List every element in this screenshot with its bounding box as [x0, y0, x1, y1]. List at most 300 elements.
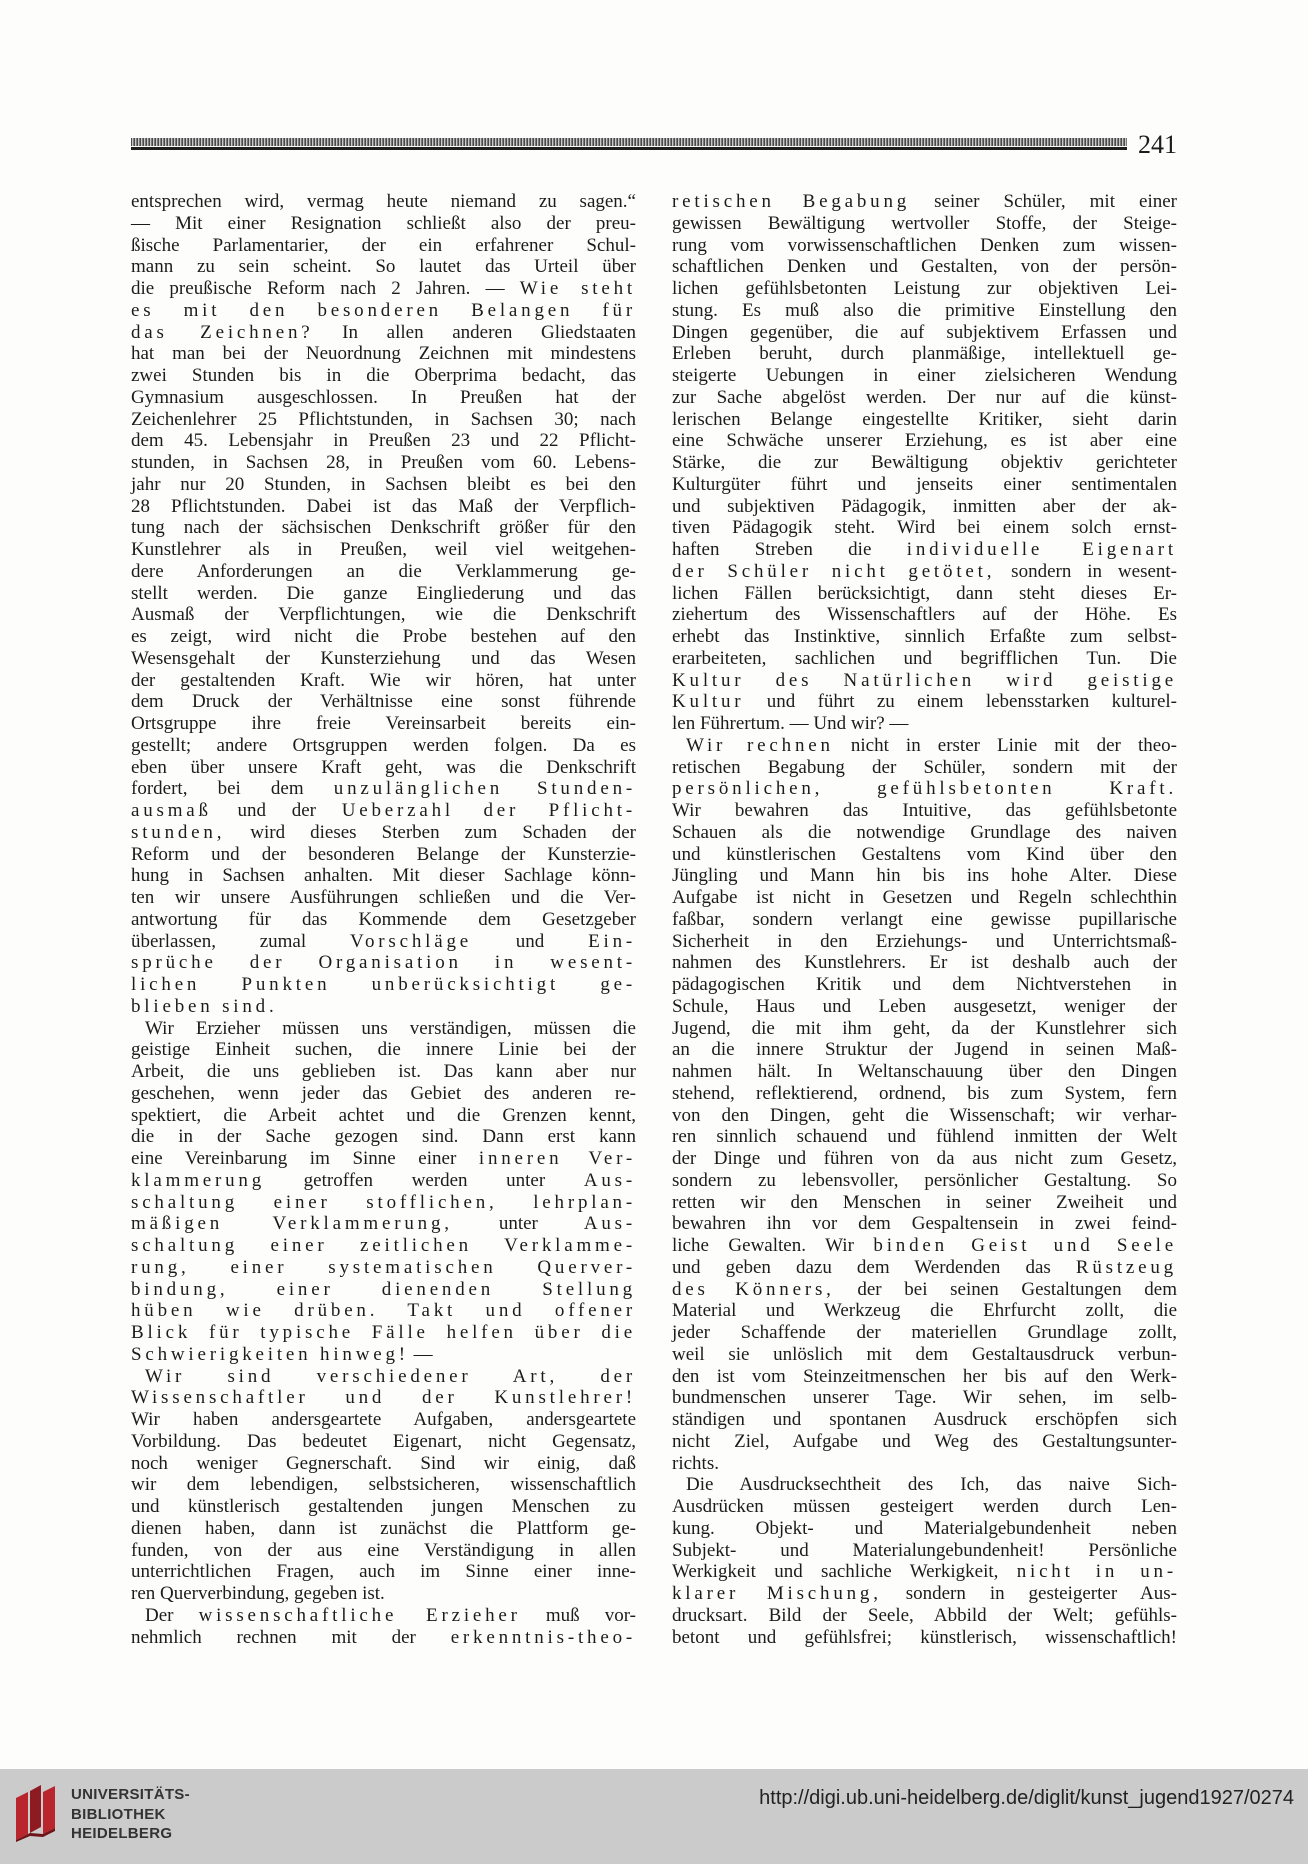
text-segment: tung nach der sächsischen Denkschrift größer für den	[131, 517, 636, 539]
text-line	[672, 952, 1177, 974]
text-line	[672, 496, 1177, 518]
text-line	[131, 996, 636, 1018]
text-line	[672, 1061, 1177, 1083]
text-segment: stehend, reflektierend, ordnend, bis zum System, fern	[672, 1082, 1177, 1104]
text-segment: Ausmaß der Verpflichtungen, wie die Denkschrift	[131, 604, 636, 626]
library-name-line: UNIVERSITÄTS-	[71, 1786, 190, 1803]
text-segment: seiner Schüler, mit einer	[910, 191, 1177, 212]
text-segment: jahr nur 20 Stunden, in Sachsen bleibt es bei den	[131, 473, 636, 495]
text-segment: lerischen Belange eingestellte Kritiker, sieht darin	[672, 408, 1177, 430]
left-column	[131, 191, 636, 1648]
text-line	[131, 1105, 636, 1127]
text-segment: Reform und der besonderen Belange der Kunsterzie-	[131, 843, 636, 865]
text-segment: spektiert, die Arbeit achtet und die Grenzen kennt,	[131, 1104, 636, 1126]
text-line	[131, 452, 636, 474]
text-segment: — Mit einer Resignation schließt also der preu-	[131, 212, 636, 234]
text-line	[131, 387, 636, 409]
text-segment: ren Querverbindung, gegeben ist.	[131, 1583, 385, 1604]
text-segment: rung vom vorwissenschaftlichen Denken zum wissen-	[672, 234, 1177, 256]
text-line	[672, 235, 1177, 257]
text-segment: den ist vom Steinzeitmenschen her bis auf den Werk-	[672, 1365, 1177, 1387]
spaced-emphasis-text: hüben wie drüben. Takt und offener	[131, 1300, 636, 1322]
text-segment: Dingen gegenüber, die auf subjektivem Erfassen und	[672, 321, 1177, 343]
text-segment: und künstlerischen Gestaltens vom Kind über den	[672, 843, 1177, 865]
right-column	[672, 191, 1177, 1648]
text-line	[672, 191, 1177, 213]
spaced-emphasis-text: schaltung einer stofflichen, lehrplan-	[131, 1191, 636, 1213]
text-line	[131, 1322, 636, 1344]
text-line	[131, 974, 636, 996]
text-segment: die in der Sache gezogen sind. Dann erst kann	[131, 1126, 636, 1148]
text-segment: retten wir den Menschen in seiner Zweiheit und	[672, 1191, 1177, 1213]
text-line	[131, 213, 636, 235]
text-line	[131, 539, 636, 561]
text-line	[131, 887, 636, 909]
spaced-emphasis-text: Vorschläge	[349, 930, 473, 952]
text-line	[672, 1453, 1177, 1475]
text-segment: mann zu sein scheint. So lautet das Urteil über	[131, 256, 636, 278]
text-line	[131, 343, 636, 365]
spaced-emphasis-text: rung, einer systematischen Querver-	[131, 1256, 636, 1278]
text-segment: Sicherheit in den Erziehungs- und Unterrichtsmaß-	[672, 930, 1177, 952]
text-segment: ständigen und spontanen Ausdruck erschöpfen sich	[672, 1409, 1177, 1430]
text-segment: Stärke, die zur Bewältigung objektiv gerichteter	[672, 452, 1177, 473]
text-segment: drucksart. Bild der Seele, Abbild der Welt; gefühls-	[672, 1604, 1177, 1626]
text-segment: noch weniger Gegnerschaft. Sind wir einig, daß	[131, 1452, 636, 1474]
text-segment: muß vor-	[520, 1604, 636, 1626]
paragraph	[131, 1018, 636, 1366]
text-line	[131, 1583, 636, 1605]
text-segment: der bei seinen Gestaltungen dem	[834, 1278, 1177, 1300]
text-line	[672, 1344, 1177, 1366]
text-line	[672, 887, 1177, 909]
text-segment: ziehertum des Wissenschaftlers auf der Höhe. Es	[672, 604, 1177, 626]
header-rule	[131, 138, 1127, 151]
text-segment: geschehen, wenn jeder das Gebiet des anderen re-	[131, 1082, 636, 1104]
spaced-emphasis-text: blieben sind.	[131, 995, 278, 1017]
text-segment: Ortsgruppe ihre freie Vereinsarbeit bereits ein-	[131, 713, 636, 734]
text-line	[131, 1018, 636, 1040]
spaced-emphasis-text: Kultur	[672, 691, 745, 713]
footer-bar	[0, 1769, 1308, 1864]
text-line	[131, 1192, 636, 1214]
text-line	[131, 1126, 636, 1148]
text-segment: bundmenschen unserer Tage. Wir sehen, im selb-	[672, 1387, 1177, 1409]
spaced-emphasis-text: erkenntnis-theo-	[450, 1626, 636, 1648]
spaced-emphasis-text: ausmaß	[131, 800, 212, 821]
text-line	[672, 1627, 1177, 1649]
text-line	[131, 1257, 636, 1279]
text-segment: richts.	[672, 1452, 719, 1474]
paragraph	[672, 735, 1177, 1475]
text-line	[672, 365, 1177, 387]
text-line	[672, 1583, 1177, 1605]
text-line	[672, 430, 1177, 452]
library-name	[71, 1785, 190, 1844]
text-line	[672, 1257, 1177, 1279]
header-rule-hatching	[131, 138, 1127, 146]
spaced-emphasis-text: lichen Punkten unberücksichtigt ge-	[131, 974, 636, 995]
text-line	[131, 561, 636, 583]
text-segment: 28 Pflichtstunden. Dabei ist das Maß der Verpflich-	[131, 495, 636, 517]
text-segment: Kulturgüter führt und jenseits einer sentimentalen	[672, 473, 1177, 495]
text-line	[131, 256, 636, 278]
text-segment: und	[472, 930, 589, 952]
text-segment: getroffen werden unter	[265, 1169, 584, 1191]
text-segment: dere Anforderungen an die Verklammerung ge-	[131, 560, 636, 582]
text-line	[131, 604, 636, 626]
text-segment: überlassen, zumal	[131, 930, 350, 952]
text-segment: Material und Werkzeug die Ehrfurcht zollt, die	[672, 1300, 1177, 1322]
text-line	[672, 1213, 1177, 1235]
text-line	[672, 278, 1177, 300]
text-line	[131, 1279, 636, 1301]
text-segment: Jugend, die mit ihm geht, da der Kunstlehrer sich	[672, 1017, 1177, 1039]
library-name-line: BIBLIOTHEK	[71, 1805, 166, 1823]
text-segment: gewissen Bewältigung wertvoller Stoffe, der Steige-	[672, 212, 1177, 234]
text-segment: kung. Objekt- und Materialgebundenheit neben	[672, 1517, 1177, 1539]
text-segment: an die innere Struktur der Jugend in seinen Maß-	[672, 1039, 1177, 1061]
text-segment: unter	[452, 1213, 584, 1235]
text-segment: erhebt das Instinktive, sinnlich Erfaßte zum selbst-	[672, 626, 1177, 647]
text-segment: hung in Sachsen anhalten. Mit dieser Sachlage könn-	[131, 865, 636, 887]
text-line	[672, 735, 1177, 757]
spaced-emphasis-text: Blick für typische Fälle helfen über die	[131, 1322, 636, 1343]
text-line	[131, 365, 636, 387]
text-segment: eine Schwäche unserer Erziehung, es ist aber eine	[672, 430, 1177, 452]
text-line	[672, 1431, 1177, 1453]
text-line	[672, 1387, 1177, 1409]
text-line	[672, 452, 1177, 474]
text-segment: die preußische Reform nach 2 Jahren. —	[131, 278, 520, 299]
spaced-emphasis-text: mäßigen Verklammerung,	[131, 1213, 453, 1235]
text-line	[131, 1496, 636, 1518]
library-name-line: HEIDELBERG	[71, 1825, 173, 1842]
text-segment: sondern zu lebensvoller, persönlicher Gestaltung. So	[672, 1169, 1177, 1191]
spaced-emphasis-text: das Zeichnen?	[131, 321, 314, 343]
text-line	[131, 1213, 636, 1235]
text-line	[672, 1322, 1177, 1344]
library-logo-icon	[12, 1782, 60, 1842]
spaced-emphasis-text: Kultur des Natürlichen wird geistige	[672, 669, 1177, 691]
text-line	[672, 561, 1177, 583]
text-line	[672, 539, 1177, 561]
text-line	[672, 974, 1177, 996]
text-line	[672, 1366, 1177, 1388]
text-line	[672, 670, 1177, 692]
text-segment: eben über unsere Kraft geht, was die Denkschrift	[131, 756, 636, 778]
text-line	[672, 1083, 1177, 1105]
text-line	[672, 1605, 1177, 1627]
spaced-emphasis-text: Wissenschaftler und der Kunstlehrer!	[131, 1387, 636, 1409]
text-segment: steigerte Uebungen in einer zielsicheren Wendung	[672, 365, 1177, 386]
text-line	[131, 300, 636, 322]
text-segment: haften Streben die	[672, 539, 907, 560]
text-line	[131, 822, 636, 844]
text-segment: erarbeiteten, sachlichen und begrifflichen Tun. Die	[672, 647, 1177, 669]
text-line	[131, 626, 636, 648]
text-line	[131, 1039, 636, 1061]
text-segment: —	[408, 1343, 433, 1365]
text-line	[672, 1409, 1177, 1431]
spaced-emphasis-text: inneren Ver-	[478, 1148, 636, 1169]
text-line	[672, 256, 1177, 278]
text-line	[672, 322, 1177, 344]
text-segment: Der	[145, 1604, 199, 1626]
text-line	[672, 1300, 1177, 1322]
text-line	[131, 1518, 636, 1540]
text-line	[672, 517, 1177, 539]
text-segment: funden, von der aus eine Verständigung in allen	[131, 1539, 636, 1561]
text-segment: Die Ausdrucksechtheit des Ich, das naive Sich-	[686, 1474, 1177, 1496]
text-segment: gestellt; andere Ortsgruppen werden folgen. Da es	[131, 734, 636, 756]
text-segment: schaftlichen Denken und Gestalten, von der persön-	[672, 256, 1177, 278]
text-line	[672, 474, 1177, 496]
text-line	[131, 800, 636, 822]
text-segment: es zeigt, wird nicht die Probe bestehen auf den	[131, 626, 636, 647]
spaced-emphasis-text: Aus-	[583, 1213, 636, 1235]
text-segment: lichen gefühlsbetonten Leistung zur objektiven Lei-	[672, 278, 1177, 299]
spaced-emphasis-text: klarer Mischung,	[672, 1583, 882, 1604]
text-line	[131, 778, 636, 800]
text-segment: eine Vereinbarung im Sinne einer	[131, 1148, 479, 1169]
spaced-emphasis-text: klammerung	[131, 1169, 266, 1191]
text-segment: liche Gewalten. Wir	[672, 1235, 874, 1256]
text-segment: Wir Erzieher müssen uns verständigen, müssen die	[145, 1017, 636, 1039]
text-line	[131, 1431, 636, 1453]
text-segment: fordert, bei dem	[131, 778, 334, 800]
text-line	[131, 1409, 636, 1431]
text-line	[131, 1061, 636, 1083]
text-segment: und subjektiven Pädagogik, inmitten aber der ak-	[672, 495, 1177, 517]
page-number: 241	[1138, 130, 1177, 159]
spaced-emphasis-text: schaltung einer zeitlichen Verklamme-	[131, 1235, 636, 1256]
text-line	[672, 1018, 1177, 1040]
paragraph	[672, 1474, 1177, 1648]
text-segment: In allen anderen Gliedstaaten	[313, 321, 636, 343]
text-segment: tiven Pädagogik steht. Wird bei einem solch ernst-	[672, 517, 1177, 539]
text-line	[131, 1605, 636, 1627]
text-line	[672, 1474, 1177, 1496]
text-line	[131, 409, 636, 431]
text-line	[672, 1148, 1177, 1170]
text-segment: hat man bei der Neuordnung Zeichnen mit mindestens	[131, 343, 636, 365]
text-line	[672, 713, 1177, 735]
text-line	[131, 1540, 636, 1562]
text-segment: nahmen hält. In Weltanschauung über den Dingen	[672, 1061, 1177, 1082]
text-segment: Arbeit, die uns geblieben ist. Das kann aber nur	[131, 1061, 636, 1082]
text-line	[131, 931, 636, 953]
text-line	[131, 322, 636, 344]
text-segment: Werkigkeit und sachliche Werkigkeit,	[672, 1561, 1017, 1583]
text-line	[672, 1126, 1177, 1148]
text-segment: dem Druck der Verhältnisse eine sonst führende	[131, 691, 636, 713]
text-segment: und geben dazu dem Werdenden das	[672, 1256, 1076, 1278]
spaced-emphasis-text: Aus-	[583, 1169, 636, 1191]
spaced-emphasis-text: Ueberzahl der Pflicht-	[341, 800, 636, 821]
text-segment: Vorbildung. Das bedeutet Eigenart, nicht Gegensatz,	[131, 1430, 636, 1452]
text-segment: nicht in erster Linie mit der theo-	[833, 734, 1177, 756]
text-line	[131, 191, 636, 213]
text-line	[672, 1192, 1177, 1214]
text-line	[131, 757, 636, 779]
text-segment: jeder Schaffende der materiellen Grundlage zollt,	[672, 1322, 1177, 1343]
text-segment: pädagogischen Kritik und dem Nichtverstehen in	[672, 974, 1177, 995]
text-segment: geistige Einheit suchen, die innere Linie bei der	[131, 1039, 636, 1061]
text-segment: Zeichenlehrer 25 Pflichtstunden, in Sachsen 30; nach	[131, 408, 636, 430]
text-line	[131, 474, 636, 496]
text-line	[672, 1039, 1177, 1061]
text-line	[672, 648, 1177, 670]
text-segment: zwei Stunden bis in die Oberprima bedacht, das	[131, 365, 636, 386]
paragraph	[131, 1366, 636, 1605]
text-line	[672, 604, 1177, 626]
text-line	[672, 844, 1177, 866]
spaced-emphasis-text: unzulänglichen Stunden-	[333, 778, 636, 800]
text-line	[672, 387, 1177, 409]
text-line	[672, 822, 1177, 844]
text-line	[131, 1344, 636, 1366]
text-segment: len Führertum. — Und wir? —	[672, 713, 909, 734]
text-segment: entsprechen wird, vermag heute niemand zu sagen.“	[131, 191, 636, 212]
text-segment: wir dem lebendigen, selbstsicheren, wissenschaftlich	[131, 1474, 636, 1496]
text-segment: Wir haben andersgeartete Aufgaben, andersgeartete	[131, 1409, 636, 1430]
text-segment: stunden, in Sachsen 28, in Preußen vom 60. Lebens-	[131, 452, 636, 473]
text-line	[131, 1148, 636, 1170]
spaced-emphasis-text: des Könners,	[672, 1278, 835, 1300]
text-line	[131, 713, 636, 735]
text-line	[672, 1235, 1177, 1257]
spaced-emphasis-text: persönlichen, gefühlsbetonten Kraft.	[672, 778, 1177, 800]
text-segment: Wesensgehalt der Kunsterziehung und das Wesen	[131, 647, 636, 669]
text-line	[131, 496, 636, 518]
text-line	[672, 1496, 1177, 1518]
text-line	[131, 1561, 636, 1583]
text-segment: unterrichtlichen Fragen, auch im Sinne einer inne-	[131, 1561, 636, 1583]
text-line	[131, 278, 636, 300]
text-line	[672, 213, 1177, 235]
spaced-emphasis-text: Wie steht	[519, 278, 636, 299]
text-line	[672, 626, 1177, 648]
text-segment: ten wir unsere Ausführungen schließen und die Ver-	[131, 887, 636, 908]
text-segment: stellt werden. Die ganze Eingliederung und das	[131, 582, 636, 604]
text-segment: nehmlich rechnen mit der	[131, 1626, 451, 1648]
text-segment: bewahren ihn vor dem Gespaltensein in zwei feind-	[672, 1213, 1177, 1235]
text-line	[672, 1105, 1177, 1127]
text-line	[131, 1453, 636, 1475]
text-segment: Erleben beruht, durch planmäßige, intellektuell ge-	[672, 343, 1177, 365]
spaced-emphasis-text: stunden,	[131, 821, 226, 843]
text-segment: sondern in wesent-	[995, 560, 1177, 582]
paragraph	[131, 191, 636, 1018]
spaced-emphasis-text: Schwierigkeiten hinweg!	[131, 1343, 409, 1365]
spaced-emphasis-text: der Schüler nicht getötet,	[672, 560, 996, 582]
text-segment: weil sie unlöslich mit dem Gestaltausdruck verbun-	[672, 1343, 1177, 1365]
text-segment: Schule, Haus und Leben ausgesetzt, weniger der	[672, 995, 1177, 1017]
text-segment: Aufgabe ist nicht in Gesetzen und Regeln schlechthin	[672, 887, 1177, 908]
text-segment: Kunstlehrer als in Preußen, weil viel weitgehen-	[131, 539, 636, 560]
spaced-emphasis-text: bindung, einer dienenden Stellung	[131, 1278, 636, 1300]
text-segment: der Dinge und führen von da aus nicht zum Gesetz,	[672, 1148, 1177, 1169]
text-segment: antwortung für das Kommende dem Gesetzgeber	[131, 908, 636, 930]
text-segment: Schauen als die notwendige Grundlage des naiven	[672, 821, 1177, 843]
text-line	[131, 517, 636, 539]
text-segment: dem 45. Lebensjahr in Preußen 23 und 22 Pflicht-	[131, 430, 636, 452]
text-line	[672, 1170, 1177, 1192]
text-line	[131, 1170, 636, 1192]
text-line	[131, 865, 636, 887]
text-line	[131, 909, 636, 931]
text-line	[672, 931, 1177, 953]
text-segment: faßbar, sondern verlangt eine gewisse pupillarische	[672, 908, 1177, 930]
text-segment: lichen Fällen berücksichtigt, dann steht dieses Er-	[672, 582, 1177, 604]
text-line	[131, 648, 636, 670]
text-line	[131, 670, 636, 692]
spaced-emphasis-text: es mit den besonderen Belangen für	[131, 299, 636, 321]
text-line	[672, 1561, 1177, 1583]
text-line	[131, 1083, 636, 1105]
text-segment: ßische Parlamentarier, der ein erfahrener Schul-	[131, 234, 636, 256]
text-line	[131, 1627, 636, 1649]
spaced-emphasis-text: Ein-	[588, 930, 636, 952]
spaced-emphasis-text: wissenschaftliche Erzieher	[198, 1604, 521, 1626]
text-segment: nicht Ziel, Aufgabe und Weg des Gestaltungsunter-	[672, 1430, 1177, 1452]
spaced-emphasis-text: retischen Begabung	[672, 191, 911, 212]
text-line	[131, 844, 636, 866]
text-line	[672, 1518, 1177, 1540]
text-segment: Jüngling und Mann hin bis ins hohe Alter. Diese	[672, 865, 1177, 887]
text-line	[131, 952, 636, 974]
text-segment: der gestaltenden Kraft. Wie wir hören, hat unter	[131, 669, 636, 691]
text-line	[672, 300, 1177, 322]
text-line	[131, 583, 636, 605]
text-line	[672, 757, 1177, 779]
text-segment: Ausdrücken müssen gesteigert werden durch Len-	[672, 1496, 1177, 1517]
text-segment: retischen Begabung der Schüler, sondern mit der	[672, 756, 1177, 778]
text-segment: und führt zu einem lebensstarken kulturel-	[744, 691, 1177, 713]
text-line	[672, 409, 1177, 431]
text-line	[131, 691, 636, 713]
text-line	[672, 778, 1177, 800]
spaced-emphasis-text: Wir rechnen	[686, 734, 834, 756]
text-line	[131, 1300, 636, 1322]
text-line	[672, 1540, 1177, 1562]
text-line	[672, 909, 1177, 931]
text-segment: betont und gefühlsfrei; künstlerisch, wissenschaftlich!	[672, 1626, 1177, 1648]
text-line	[131, 1474, 636, 1496]
spaced-emphasis-text: Rüstzeug	[1075, 1256, 1177, 1278]
text-segment: sondern in gesteigerter Aus-	[881, 1583, 1177, 1604]
spaced-emphasis-text: nicht in un-	[1016, 1561, 1177, 1583]
text-line	[131, 1235, 636, 1257]
paragraph	[672, 191, 1177, 735]
text-segment: wird dieses Sterben zum Schaden der	[225, 821, 636, 843]
text-segment: zur Sache abgelöst werden. Der nur auf die künst-	[672, 386, 1177, 408]
text-line	[672, 343, 1177, 365]
text-line	[672, 996, 1177, 1018]
text-segment: ren sinnlich schauend und fühlend inmitten der Welt	[672, 1126, 1177, 1148]
source-url: http://digi.ub.uni-heidelberg.de/diglit/kunst_jugend1927/0274	[759, 1787, 1294, 1809]
text-line	[672, 691, 1177, 713]
text-line	[672, 865, 1177, 887]
text-segment: und künstlerisch gestaltenden jungen Menschen zu	[131, 1496, 636, 1517]
text-line	[672, 583, 1177, 605]
text-segment: und der	[211, 800, 342, 821]
text-line	[131, 1387, 636, 1409]
text-segment: Wir bewahren das Intuitive, das gefühlsbetonte	[672, 800, 1177, 821]
text-line	[672, 800, 1177, 822]
text-line	[131, 735, 636, 757]
